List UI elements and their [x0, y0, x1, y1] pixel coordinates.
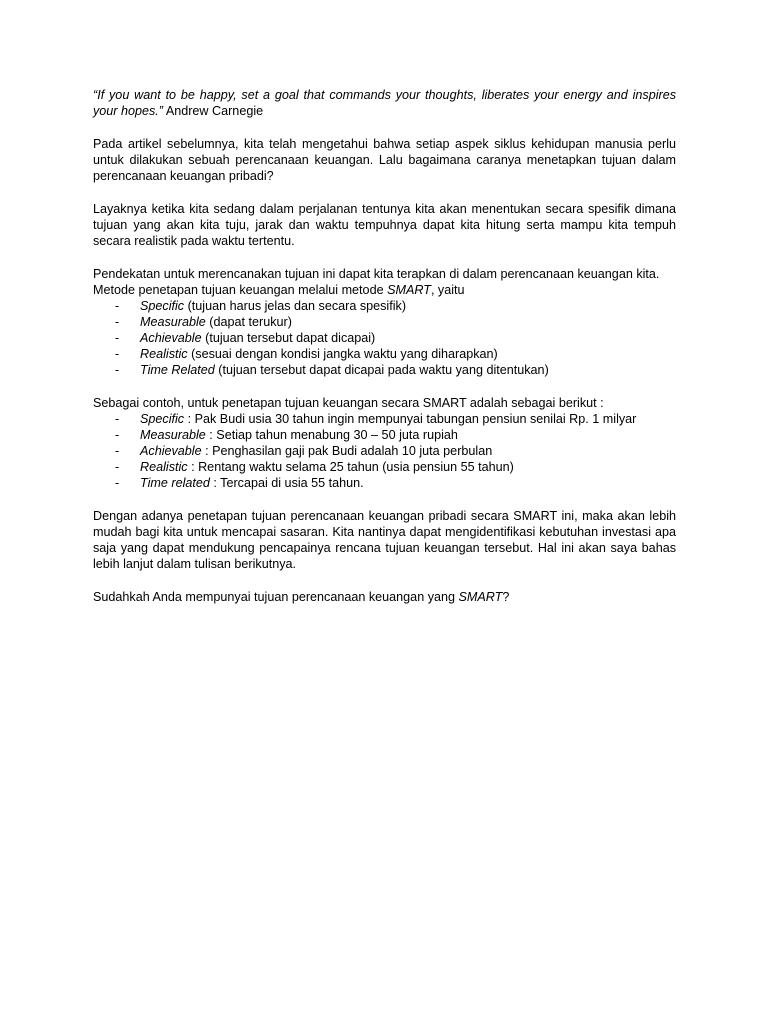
- list-item: [93, 330, 676, 346]
- list-dash: -: [115, 460, 120, 474]
- approach-line-2-pre: Metode penetapan tujuan keuangan melalui metode: [93, 283, 388, 297]
- list-dash: -: [115, 299, 120, 313]
- closing-pre: Sudahkah Anda mempunyai tujuan perencanaan keuangan yang: [93, 590, 459, 604]
- paragraph-approach: [93, 266, 676, 298]
- list-item: [93, 459, 676, 475]
- paragraph-intro: Pada artikel sebelumnya, kita telah mengetahui bahwa setiap aspek siklus kehidupan manusia perlu untuk dilakukan sebuah perencanaan keuangan. Lalu bagaimana caranya menetapkan tujuan dalam perencanaan keuangan pribadi?: [93, 137, 676, 183]
- list-item: [93, 346, 676, 362]
- list-dash: -: [115, 476, 120, 490]
- list-term: Measurable: [140, 315, 206, 329]
- list-term: Time Related: [140, 363, 215, 377]
- list-desc: (tujuan harus jelas dan secara spesifik): [184, 299, 407, 313]
- list-term: Achievable: [140, 331, 202, 345]
- approach-line-1: Pendekatan untuk merencanakan tujuan ini dapat kita terapkan di dalam perencanaan keuangan kita.: [93, 267, 660, 281]
- closing-smart-term: SMART: [458, 590, 503, 604]
- quote-text: “If you want to be happy, set a goal that commands your thoughts, liberates your energy and inspires your hopes.”: [93, 88, 676, 118]
- article-body: [93, 87, 676, 605]
- list-term: Specific: [140, 412, 185, 426]
- smart-example-list: [93, 411, 676, 491]
- list-desc: (tujuan tersebut dapat dicapai): [201, 331, 376, 345]
- list-dash: -: [115, 412, 120, 426]
- paragraph-analogy: Layaknya ketika kita sedang dalam perjalanan tentunya kita akan menentukan secara spesifik dimana tujuan yang akan kita tuju, jarak dan waktu tempuhnya dapat kita hitung serta mampu kita tempuh secara realistik pada waktu tertentu.: [93, 202, 676, 248]
- list-desc: (sesuai dengan kondisi jangka waktu yang diharapkan): [187, 347, 498, 361]
- list-desc: : Rentang waktu selama 25 tahun (usia pensiun 55 tahun): [187, 460, 514, 474]
- list-term: Time related: [140, 476, 210, 490]
- list-desc: (dapat terukur): [205, 315, 292, 329]
- list-term: Measurable: [140, 428, 206, 442]
- list-dash: -: [115, 315, 120, 329]
- paragraph-conclusion: Dengan adanya penetapan tujuan perencanaan keuangan pribadi secara SMART ini, maka akan lebih mudah bagi kita untuk mencapai sasaran. Kita nantinya dapat mengidentifikasi kebutuhan investasi apa saja yang dapat mendukung pencapainya rencana tujuan keuangan tersebut. Hal ini akan saya bahas lebih lanjut dalam tulisan berikutnya.: [93, 509, 676, 571]
- list-desc: (tujuan tersebut dapat dicapai pada waktu yang ditentukan): [214, 363, 549, 377]
- quote-author: Andrew Carnegie: [163, 104, 264, 118]
- list-desc: : Pak Budi usia 30 tahun ingin mempunyai tabungan pensiun senilai Rp. 1 milyar: [184, 412, 637, 426]
- opening-quote: [93, 87, 676, 119]
- list-item: [93, 314, 676, 330]
- list-term: Achievable: [140, 444, 202, 458]
- list-dash: -: [115, 331, 120, 345]
- list-term: Realistic: [140, 460, 188, 474]
- list-term: Realistic: [140, 347, 188, 361]
- list-item: [93, 475, 676, 491]
- list-item: [93, 443, 676, 459]
- list-desc: : Tercapai di usia 55 tahun.: [209, 476, 364, 490]
- list-dash: -: [115, 347, 120, 361]
- list-term: Specific: [140, 299, 185, 313]
- list-item: [93, 427, 676, 443]
- list-item: [93, 298, 676, 314]
- list-desc: : Penghasilan gaji pak Budi adalah 10 juta perbulan: [201, 444, 493, 458]
- approach-line-2-post: , yaitu: [430, 283, 465, 297]
- closing-post: ?: [502, 590, 510, 604]
- list-item: [93, 362, 676, 378]
- list-dash: -: [115, 363, 120, 377]
- list-dash: -: [115, 444, 120, 458]
- approach-smart-term: SMART: [387, 283, 431, 297]
- list-dash: -: [115, 428, 120, 442]
- smart-criteria-list: [93, 298, 676, 378]
- list-item: [93, 411, 676, 427]
- closing-question: [93, 589, 676, 605]
- list-desc: : Setiap tahun menabung 30 – 50 juta rupiah: [205, 428, 458, 442]
- paragraph-example-intro: Sebagai contoh, untuk penetapan tujuan keuangan secara SMART adalah sebagai berikut :: [93, 396, 604, 410]
